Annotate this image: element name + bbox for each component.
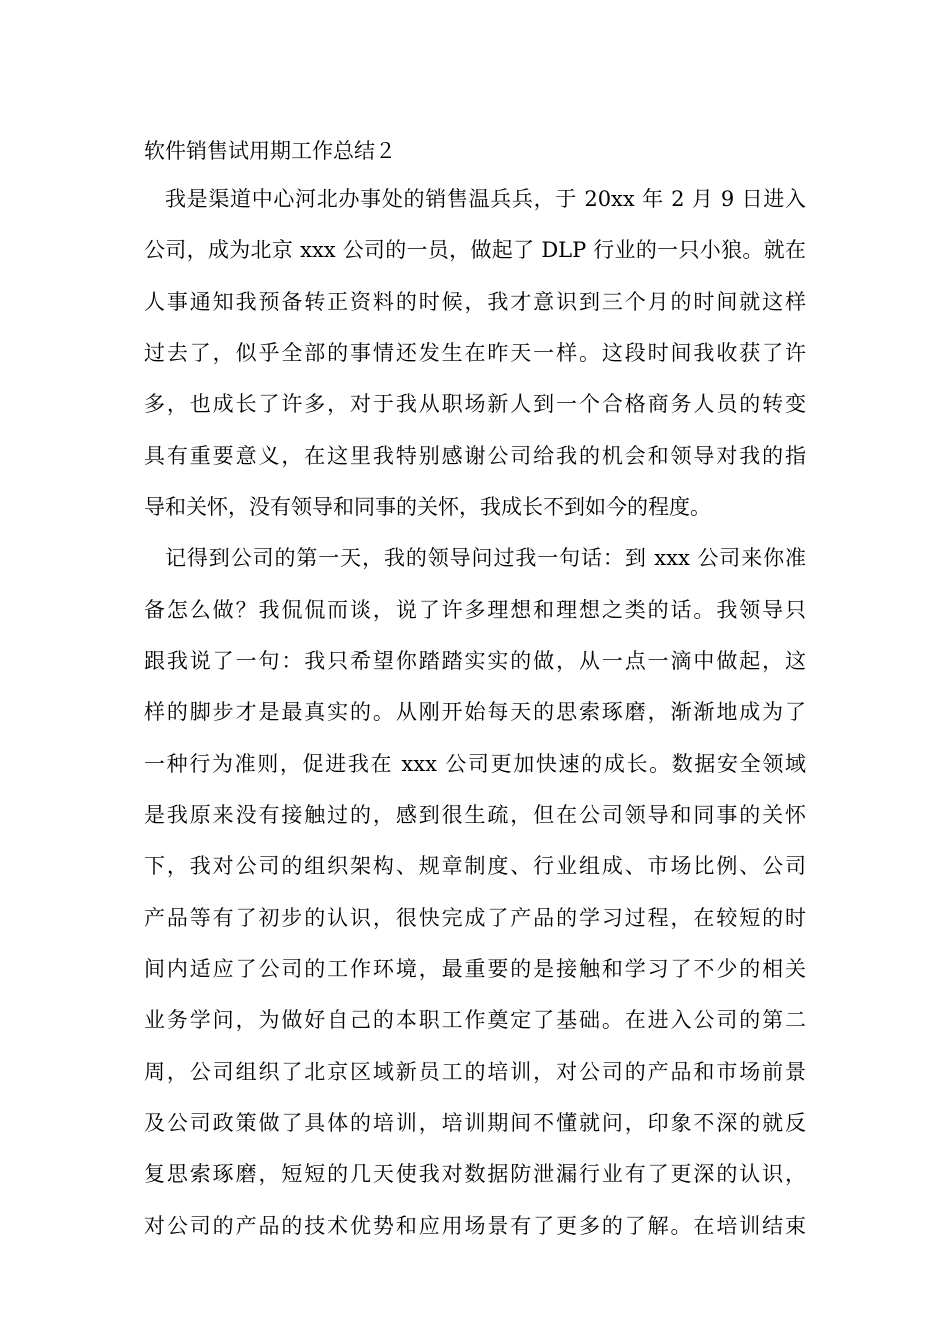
document-title: 软件销售试用期工作总结２	[144, 139, 396, 163]
paragraph-2-line-9: 间内适应了公司的工作环境，最重要的是接触和学习了不少的相关	[144, 957, 806, 981]
paragraph-2-line-12: 及公司政策做了具体的培训，培训期间不懂就问，印象不深的就反	[144, 1111, 806, 1135]
paragraph-2-line-1: 记得到公司的第一天，我的领导问过我一句话：到 xxx 公司来你准	[165, 546, 806, 570]
paragraph-1-line-3: 人事通知我预备转正资料的时候，我才意识到三个月的时间就这样	[144, 290, 806, 314]
paragraph-1-line-4: 过去了，似乎全部的事情还发生在昨天一样。这段时间我收获了许	[144, 341, 806, 365]
paragraph-2-line-3: 跟我说了一句：我只希望你踏踏实实的做，从一点一滴中做起，这	[144, 649, 806, 673]
paragraph-2-line-14: 对公司的产品的技术优势和应用场景有了更多的了解。在培训结束	[144, 1214, 806, 1238]
paragraph-1-line-1: 我是渠道中心河北办事处的销售温兵兵，于 20xx 年 2 月 9 日进入	[165, 187, 806, 211]
paragraph-2-line-7: 下，我对公司的组织架构、规章制度、行业组成、市场比例、公司	[144, 854, 806, 878]
paragraph-1-line-6: 具有重要意义，在这里我特别感谢公司给我的机会和领导对我的指	[144, 444, 806, 468]
paragraph-1-line-7: 导和关怀，没有领导和同事的关怀，我成长不到如今的程度。	[144, 495, 711, 519]
paragraph-2-line-8: 产品等有了初步的认识，很快完成了产品的学习过程，在较短的时	[144, 906, 806, 930]
paragraph-1-line-2: 公司，成为北京 xxx 公司的一员，做起了 DLP 行业的一只小狼。就在	[144, 238, 806, 262]
paragraph-1-line-5: 多，也成长了许多，对于我从职场新人到一个合格商务人员的转变	[144, 392, 806, 416]
paragraph-2-line-2: 备怎么做？我侃侃而谈，说了许多理想和理想之类的话。我领导只	[144, 598, 806, 622]
paragraph-2-line-10: 业务学问，为做好自己的本职工作奠定了基础。在进入公司的第二	[144, 1008, 806, 1032]
paragraph-2-line-4: 样的脚步才是最真实的。从刚开始每天的思索琢磨，渐渐地成为了	[144, 700, 806, 724]
paragraph-2-line-6: 是我原来没有接触过的，感到很生疏，但在公司领导和同事的关怀	[144, 803, 806, 827]
paragraph-2-line-13: 复思索琢磨，短短的几天使我对数据防泄漏行业有了更深的认识，	[144, 1162, 806, 1186]
paragraph-2-line-11: 周，公司组织了北京区域新员工的培训，对公司的产品和市场前景	[144, 1060, 806, 1084]
paragraph-2-line-5: 一种行为准则，促进我在 xxx 公司更加快速的成长。数据安全领域	[144, 752, 806, 776]
